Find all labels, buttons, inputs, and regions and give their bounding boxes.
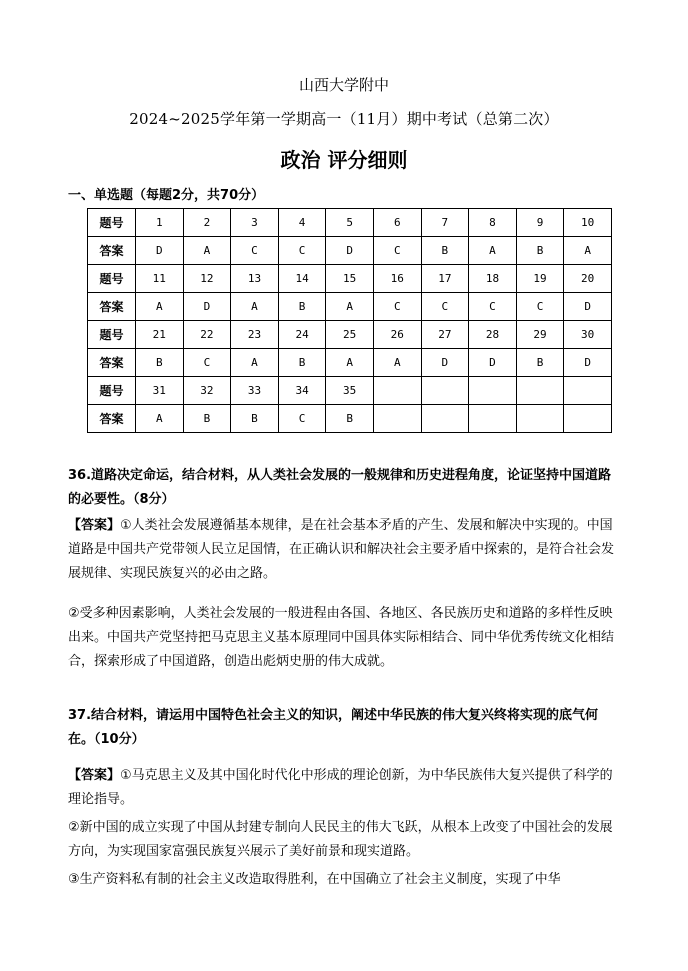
answer-cell: A bbox=[564, 237, 612, 265]
question-number-cell: 6 bbox=[373, 209, 421, 237]
question-number-cell bbox=[373, 377, 421, 405]
answer-cell: A bbox=[231, 293, 279, 321]
question-number-cell: 11 bbox=[136, 265, 184, 293]
answer-cell: B bbox=[136, 349, 184, 377]
question-number-cell: 18 bbox=[469, 265, 517, 293]
row-label-number: 题号 bbox=[88, 321, 136, 349]
question-number-cell: 32 bbox=[183, 377, 231, 405]
question-number-cell: 30 bbox=[564, 321, 612, 349]
answer-cell: A bbox=[373, 349, 421, 377]
answer-cell: C bbox=[278, 237, 326, 265]
exam-title: 2024~2025学年第一学期高一（11月）期中考试（总第二次） bbox=[129, 110, 559, 128]
question-number-cell: 34 bbox=[278, 377, 326, 405]
answer-cell: C bbox=[183, 349, 231, 377]
question-number-cell: 23 bbox=[231, 321, 279, 349]
question-number-cell: 33 bbox=[231, 377, 279, 405]
question-36: 36.道路决定命运，结合材料，从人类社会发展的一般规律和历史进程角度，论证坚持中国道路的必要性。（8分） bbox=[68, 468, 612, 507]
answer-cell: A bbox=[326, 293, 374, 321]
answer-cell: C bbox=[373, 293, 421, 321]
q37-answer-p2: ②新中国的成立实现了中国从封建专制向人民民主的伟大飞跃，从根本上改变了中国社会的发展方向，为实现国家富强民族复兴展示了美好前景和现实道路。 bbox=[68, 820, 613, 859]
question-number-cell: 25 bbox=[326, 321, 374, 349]
answer-cell: C bbox=[469, 293, 517, 321]
question-number-cell: 26 bbox=[373, 321, 421, 349]
answer-cell: D bbox=[421, 349, 469, 377]
question-number-cell: 27 bbox=[421, 321, 469, 349]
question-number-cell: 24 bbox=[278, 321, 326, 349]
answer-cell bbox=[516, 405, 564, 433]
answer-cell: D bbox=[469, 349, 517, 377]
answer-cell bbox=[373, 405, 421, 433]
question-number-cell: 20 bbox=[564, 265, 612, 293]
question-number-cell: 1 bbox=[136, 209, 184, 237]
q37-answer-p1-text: ①马克思主义及其中国化时代化中形成的理论创新，为中华民族伟大复兴提供了科学的理论指导。 bbox=[68, 768, 613, 807]
answer-cell: A bbox=[136, 405, 184, 433]
answer-cell: B bbox=[326, 405, 374, 433]
question-number-cell: 5 bbox=[326, 209, 374, 237]
question-number-cell: 22 bbox=[183, 321, 231, 349]
section-heading-single-choice: 一、单选题（每题2分，共70分） bbox=[68, 188, 265, 203]
answer-cell: A bbox=[231, 349, 279, 377]
question-number-cell: 16 bbox=[373, 265, 421, 293]
answer-cell: D bbox=[326, 237, 374, 265]
row-label-number: 题号 bbox=[88, 377, 136, 405]
table-row-numbers bbox=[88, 321, 612, 349]
question-number-cell: 7 bbox=[421, 209, 469, 237]
answer-cell bbox=[421, 405, 469, 433]
answer-cell: C bbox=[421, 293, 469, 321]
answer-cell: D bbox=[136, 237, 184, 265]
document-title: 政治 评分细则 bbox=[280, 148, 408, 172]
answer-cell: C bbox=[231, 237, 279, 265]
school-name: 山西大学附中 bbox=[298, 76, 389, 94]
answer-cell: D bbox=[564, 293, 612, 321]
question-number-cell: 10 bbox=[564, 209, 612, 237]
question-number-cell: 28 bbox=[469, 321, 517, 349]
table-row-answers bbox=[88, 237, 612, 265]
answer-cell: B bbox=[183, 405, 231, 433]
table-row-numbers bbox=[88, 209, 612, 237]
q37-answer-p1 bbox=[68, 764, 623, 812]
question-number-cell bbox=[421, 377, 469, 405]
row-label-answer: 答案 bbox=[88, 405, 136, 433]
answer-cell: B bbox=[231, 405, 279, 433]
table-row-answers bbox=[88, 405, 612, 433]
answer-cell: C bbox=[278, 405, 326, 433]
answer-cell: B bbox=[278, 349, 326, 377]
row-label-answer: 答案 bbox=[88, 237, 136, 265]
answer-tag: 【答案】 bbox=[68, 518, 121, 533]
question-number-cell: 8 bbox=[469, 209, 517, 237]
question-number-cell: 15 bbox=[326, 265, 374, 293]
answer-cell: B bbox=[421, 237, 469, 265]
q36-answer-p1 bbox=[68, 514, 623, 586]
answer-cell: A bbox=[326, 349, 374, 377]
question-number-cell: 2 bbox=[183, 209, 231, 237]
answer-cell: A bbox=[136, 293, 184, 321]
question-number-cell: 9 bbox=[516, 209, 564, 237]
row-label-number: 题号 bbox=[88, 265, 136, 293]
question-number-cell: 19 bbox=[516, 265, 564, 293]
answer-cell: D bbox=[564, 349, 612, 377]
answer-cell bbox=[564, 405, 612, 433]
question-number-cell: 35 bbox=[326, 377, 374, 405]
question-number-cell bbox=[469, 377, 517, 405]
row-label-answer: 答案 bbox=[88, 349, 136, 377]
answer-cell: C bbox=[373, 237, 421, 265]
row-label-number: 题号 bbox=[88, 209, 136, 237]
table-row-numbers bbox=[88, 265, 612, 293]
question-number-cell: 4 bbox=[278, 209, 326, 237]
answer-tag: 【答案】 bbox=[68, 768, 121, 783]
table-row-numbers bbox=[88, 377, 612, 405]
table-row-answers bbox=[88, 349, 612, 377]
table-row-answers bbox=[88, 293, 612, 321]
row-label-answer: 答案 bbox=[88, 293, 136, 321]
question-number-cell: 21 bbox=[136, 321, 184, 349]
q36-answer-p2: ②受多种因素影响，人类社会发展的一般进程由各国、各地区、各民族历史和道路的多样性反映出来。中国共产党坚持把马克思主义基本原理同中国具体实际相结合、同中华优秀传统文化相结合，探索形成了中国道路，创造出彪炳史册的伟大成就。 bbox=[68, 606, 615, 669]
answer-cell: B bbox=[516, 349, 564, 377]
answer-key-table bbox=[87, 208, 612, 433]
answer-cell bbox=[469, 405, 517, 433]
q37-answer-p3: ③生产资料私有制的社会主义改造取得胜利，在中国确立了社会主义制度，实现了中华 bbox=[68, 872, 561, 887]
question-number-cell: 17 bbox=[421, 265, 469, 293]
q36-answer-p1-text: ①人类社会发展遵循基本规律，是在社会基本矛盾的产生、发展和解决中实现的。中国道路是中国共产党带领人民立足国情，在正确认识和解决社会主要矛盾中探索的，是符合社会发展规律、实现民族复兴的必由之路。 bbox=[68, 518, 615, 581]
answer-cell: A bbox=[469, 237, 517, 265]
answer-cell: D bbox=[183, 293, 231, 321]
answer-cell: C bbox=[516, 293, 564, 321]
question-37: 37.结合材料，请运用中国特色社会主义的知识，阐述中华民族的伟大复兴终将实现的底气何在。（10分） bbox=[68, 708, 599, 747]
question-number-cell bbox=[564, 377, 612, 405]
answer-cell: A bbox=[183, 237, 231, 265]
answer-cell: B bbox=[516, 237, 564, 265]
answer-cell: B bbox=[278, 293, 326, 321]
question-number-cell: 12 bbox=[183, 265, 231, 293]
question-number-cell: 13 bbox=[231, 265, 279, 293]
question-number-cell: 29 bbox=[516, 321, 564, 349]
question-number-cell bbox=[516, 377, 564, 405]
question-number-cell: 31 bbox=[136, 377, 184, 405]
question-number-cell: 3 bbox=[231, 209, 279, 237]
question-number-cell: 14 bbox=[278, 265, 326, 293]
